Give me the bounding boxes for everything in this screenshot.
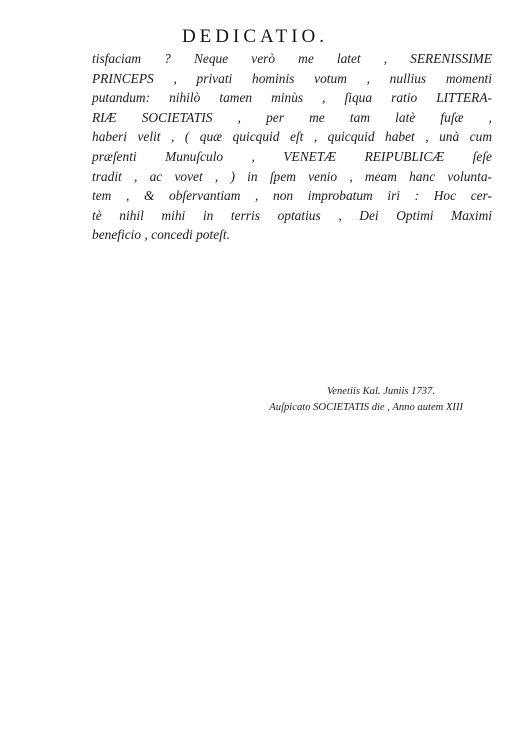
text-line: PRINCEPS , privati hominis votum , nullius momenti	[92, 70, 492, 86]
page-heading: DEDICATIO.	[181, 26, 329, 47]
colophon-date: Venetiis Kal. Juniis 1737.	[327, 386, 435, 397]
text-line: tisfaciam ? Neque verò me latet , SERENISSIME	[92, 51, 492, 66]
text-line: beneficio , concedi poteſt.	[92, 227, 230, 243]
colophon-occasion: Auſpicato SOCIETATIS die , Anno autem XIII	[269, 402, 463, 413]
text-line: haberi velit , ( quæ quicquid eſt , quicquid habet , unà cum	[92, 129, 492, 145]
text-line: RIÆ SOCIETATIS , per me tam latè fuſæ ,	[92, 109, 492, 125]
text-line: tradit , ac vovet , ) in ſpem venio , meam hanc volunta-	[92, 168, 492, 184]
dedication-text	[92, 49, 492, 245]
text-line: tè nihil mihi in terris optatius , Dei Optimi Maximi	[92, 207, 492, 223]
text-line: putandum: nihilò tamen minùs , ſiqua ratio LITTERA-	[92, 90, 492, 106]
text-line: tem , & obſervantiam , non improbatum iri : Hoc cer-	[92, 188, 492, 204]
colophon	[269, 384, 463, 416]
text-line: præſenti Munuſculo , VENETÆ REIPUBLICÆ ſeſe	[92, 148, 492, 164]
